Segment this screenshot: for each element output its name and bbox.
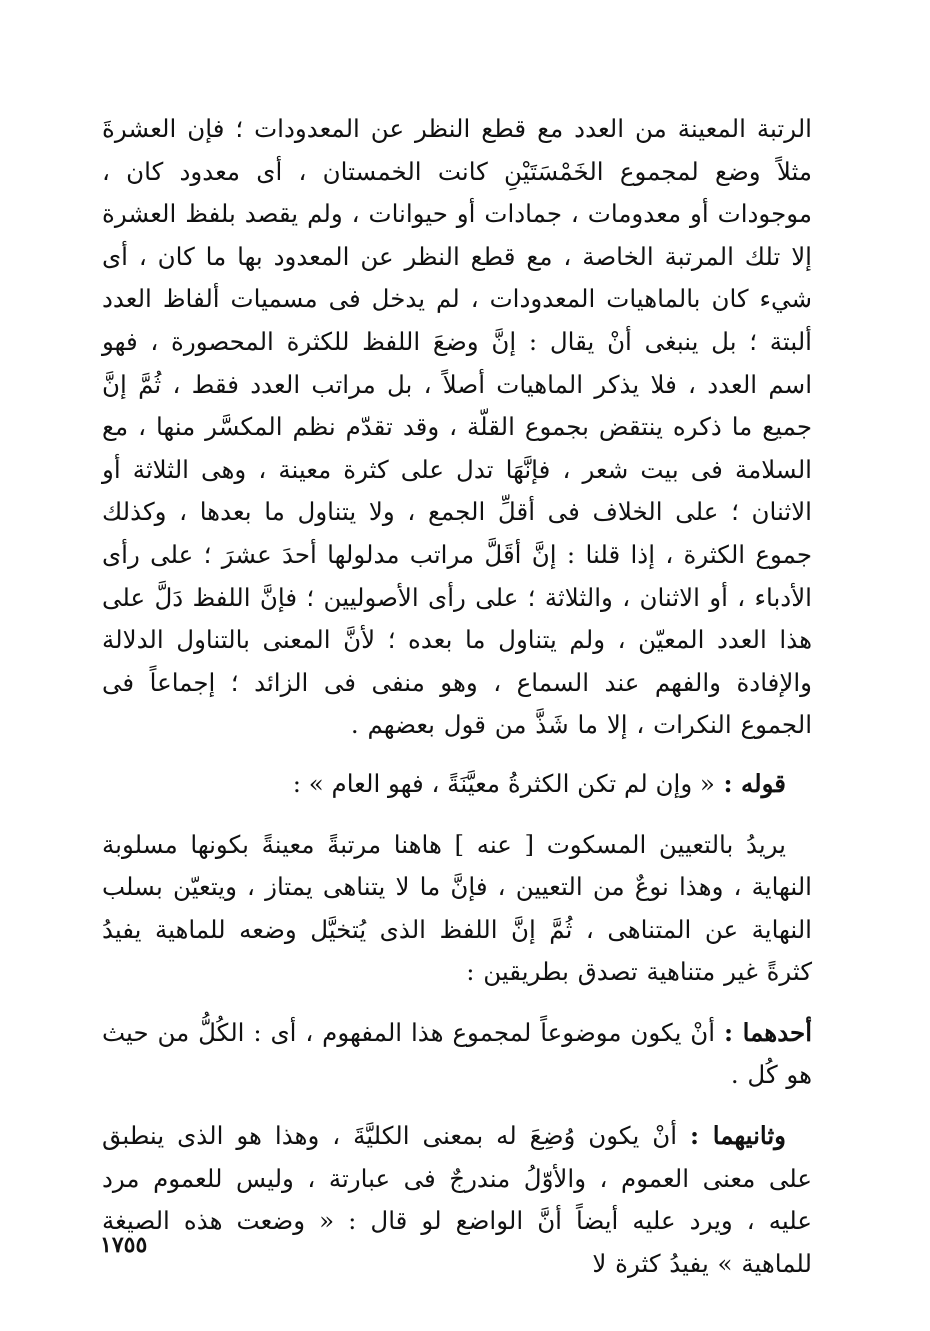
paragraph-4-lead: وثانيهما : — [690, 1121, 787, 1151]
paragraph-4 — [102, 1115, 812, 1285]
paragraph-1-text: الرتبة المعينة من العدد مع قطع النظر عن المعدودات ؛ فإن العشرةَ مثلاً وضع لمجموع الخَمْسَتَيْنِ كانت الخمستان ، أى معدود كان ، موجودات أو معدومات ، جمادات أو حيوانات ، ولم يقصد بلفظ العشرة إلا تلك المرتبة الخاصة ، مع قطع النظر عن المعدود بها ما كان ، أى شيء كان بالماهيات المعدودات ، لم يدخل فى مسميات ألفاظ العدد ألبتة ؛ بل ينبغى أنْ يقال : إنَّ وضعَ اللفظ للكثرة المحصورة ، فهو اسم العدد ، فلا يذكر الماهيات أصلاً ، بل مراتب العدد فقط ، ثُمَّ إنَّ جميع ما ذكره ينتقض بجموع القلّة ، وقد تقدّم نظم المكسَّر منها ، مع السلامة فى بيت شعر ، فإنَّهَا تدل على كثرة معينة ، وهى الثلاثة أو الاثنان ؛ على الخلاف فى أقلِّ الجمع ، ولا يتناول ما بعدها ، وكذلك جموع الكثرة ، إذا قلنا : إنَّ أقَلَّ مراتب مدلولها أحدَ عشرَ ؛ على رأى الأدباء ، أو الاثنان ، والثلاثة ؛ على رأى الأصوليين ؛ فإنَّ اللفظ دَلَّ على هذا العدد المعيّن ، ولم يتناول ما بعده ؛ لأنَّ المعنى بالتناول الدلالة والإفادة والفهم عند السماع ، وهو منفى فى الزائد ؛ إجماعاً فى الجموع النكرات ، إلا ما شَذَّ من قول بعضهم . — [102, 114, 812, 740]
heading-quote: « وإن لم تكن الكثرةُ معيَّنَةً ، فهو العام » : — [292, 768, 715, 798]
quoted-heading — [102, 763, 812, 806]
paragraph-1 — [102, 108, 812, 747]
paragraph-2 — [102, 824, 812, 994]
paragraph-3 — [102, 1012, 812, 1097]
heading-lead: قوله : — [723, 768, 786, 798]
page-number: ١٧٥٥ — [100, 1232, 148, 1258]
paragraph-2-text: يريدُ بالتعيين المسكوت [ عنه ] هاهنا مرتبةً معينةً بكونها مسلوبة النهاية ، وهذا نوعٌ من التعيين ، فإنَّ ما لا يتناهى يمتاز ، ويتعيّن بسلب النهاية عن المتناهى ، ثُمَّ إنَّ اللفظ الذى يُتخيَّل وضعه للماهية يفيدُ كثرةً غير متناهية تصدق بطريقين : — [102, 829, 812, 987]
paragraph-4-text: أنْ يكون وُضِعَ له بمعنى الكليَّةَ ، وهذا هو الذى ينطبق على معنى العموم ، والأوّلُ مندرجٌ فى عبارتة ، وليس للعموم مرد عليه ، ويرد عليه أيضاً أنَّ الواضع لو قال : « وضعت هذه الصيغة للماهية » يفيدُ كثرة لا — [102, 1121, 812, 1278]
paragraph-3-lead: أحدهما : — [723, 1017, 813, 1047]
paragraph-3-text: أنْ يكون موضوعاً لمجموع هذا المفهوم ، أى : الكُلُّ من حيث هو كُل . — [102, 1017, 812, 1090]
